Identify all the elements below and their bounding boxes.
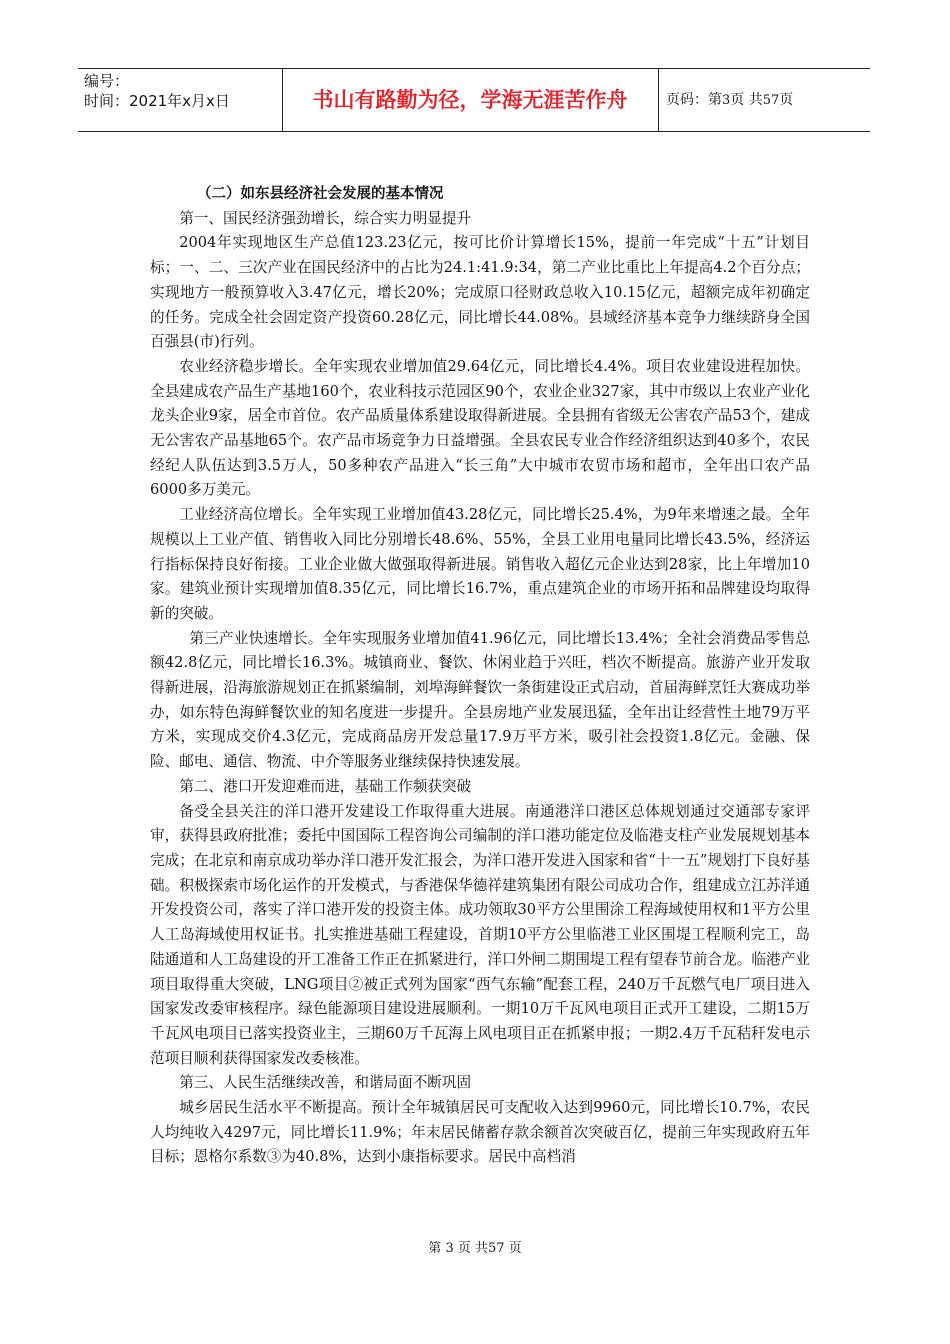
paragraph: 第三产业快速增长。全年实现服务业增加值41.96亿元，同比增长13.4%；全社会消费品零售总额42.8亿元，同比增长16.3%。城镇商业、餐饮、休闲业趋于兴旺，档次不断提高。旅游产业开发取得新进展，沿海旅游规划正在抓紧编制，刘埠海鲜餐饮一条街建设正式启动，首届海鲜烹饪大赛成功举办，如东特色海鲜餐饮业的知名度进一步提升。全县房地产业发展迅猛，全年出让经营性土地79万平方米，实现成交价4.3亿元，完成商品房开发总量17.9万平方米，吸引社会投资1.8亿元。金融、保险、邮电、通信、物流、中介等服务业继续保持快速发展。 — [150, 629, 810, 771]
page-total: 57 — [762, 93, 780, 108]
header-divider — [282, 69, 283, 131]
paragraph: 农业经济稳步增长。全年实现农业增加值29.64亿元，同比增长4.4%。项目农业建设进程加快。全县建成农产品生产基地160个，农业科技示范园区90个，农业企业327家，其中市级以上农业产业化龙头企业9家，居全市首位。农产品质量体系建设取得新进展。全县拥有省级无公害农产品53个，建成无公害农产品基地65个。农产品市场竞争力日益增强。全县农民专业合作经济组织达到40多个，农民经纪人队伍达到3.5万人，50多种农产品进入“长三角”大中城市农贸市场和超市，全年出口农产品6000多万美元。 — [150, 357, 810, 499]
page-header — [78, 68, 870, 132]
footer-prefix: 第 — [428, 1241, 442, 1256]
page-prefix: 页码：第 — [666, 92, 722, 108]
paragraph: 工业经济高位增长。全年实现工业增加值43.28亿元，同比增长25.4%，为9年来增速之最。全年规模以上工业产值、销售收入同比分别增长48.6%、55%，全县工业用电量同比增长43.5%，经济运行指标保持良好衔接。工业企业做大做强取得新进展。销售收入超亿元企业达到28家，比上年增加10家。建筑业预计实现增加值8.35亿元，同比增长16.7%，重点建筑企业的市场开拓和品牌建设均取得新的突破。 — [150, 506, 810, 622]
paragraph: 城乡居民生活水平不断提高。预计全年城镇居民可支配收入达到9960元，同比增长10.7%，农民人均纯收入4297元，同比增长11.9%；年末居民储蓄存款余额首次突破百亿，提前三年实现政府五年目标；恩格尔系数③为40.8%，达到小康指标要求。居民中高档消 — [150, 1099, 810, 1166]
header-left — [84, 69, 274, 133]
page-suffix: 页 — [779, 92, 794, 108]
page-footer — [0, 1237, 950, 1256]
footer-suffix: 页 — [508, 1241, 522, 1256]
document-body — [150, 182, 810, 1170]
footer-page-number: 3 — [445, 1241, 454, 1256]
document-number-label: 编号： — [84, 72, 130, 90]
subheading: 第一、国民经济强劲增长，综合实力明显提升 — [179, 209, 472, 227]
paragraph: 备受全县关注的洋口港开发建设工作取得重大进展。南通港洋口港区总体规划通过交通部专家评审，获得县政府批准；委托中国国际工程咨询公司编制的洋口港功能定位及临港支柱产业发展规划基本完成；在北京和南京成功举办洋口港开发汇报会，为洋口港开发进入国家和省“十一五”规划打下良好基础。积极探索市场化运作的开发模式，与香港保华德祥建筑集团有限公司成功合作，组建成立江苏洋通开发投资公司，落实了洋口港开发的投资主体。成功领取30平方公里围涂工程海域使用权和1平方公里人工岛海域使用权证书。扎实推进基础工程建设，首期10平方公里临港工业区围堤工程顺利完工，岛陆通道和人工岛建设的开工准备工作正在抓紧进行，洋口外闸二期围堤工程有望春节前合龙。临港产业项目取得重大突破，LNG项目②被正式列为国家“西气东输”配套工程，240万千瓦燃气电厂项目进入国家发改委审核程序。绿色能源项目建设进展顺利。一期10万千瓦风电项目正式开工建设，二期15万千瓦风电项目已落实投资业主，三期60万千瓦海上风电项目正在抓紧申报；一期2.4万千瓦秸秆发电示范项目顺利获得国家发改委核准。 — [150, 802, 810, 1067]
footer-mid: 页 共 — [457, 1241, 488, 1256]
subheading: 第三、人民生活继续改善，和谐局面不断巩固 — [179, 1074, 472, 1092]
footer-total: 57 — [488, 1241, 505, 1256]
subheading: 第二、港口开发迎难而进，基础工作频获突破 — [179, 777, 472, 795]
header-motto: 书山有路勤为径，学海无涯苦作舟 — [312, 88, 628, 112]
section-title: （二）如东县经济社会发展的基本情况 — [197, 186, 444, 202]
page-number: 3 — [722, 93, 731, 108]
header-page-info — [666, 69, 866, 131]
header-divider — [658, 69, 659, 131]
page-mid: 页 共 — [730, 92, 763, 108]
document-time-label: 时间：2021年x月x日 — [84, 92, 230, 110]
paragraph: 2004年实现地区生产总值123.23亿元，按可比价计算增长15%，提前一年完成“十五”计划目标；一、二、三次产业在国民经济中的占比为24.1:41.9:34，第二产业比重比上年提高4.2个百分点；实现地方一般预算收入3.47亿元，增长20%；完成原口径财政总收入10.15亿元，超额完成年初确定的任务。完成全社会固定资产投资60.28亿元，同比增长44.08%。县域经济基本竞争力继续跻身全国百强县(市)行列。 — [150, 234, 810, 351]
